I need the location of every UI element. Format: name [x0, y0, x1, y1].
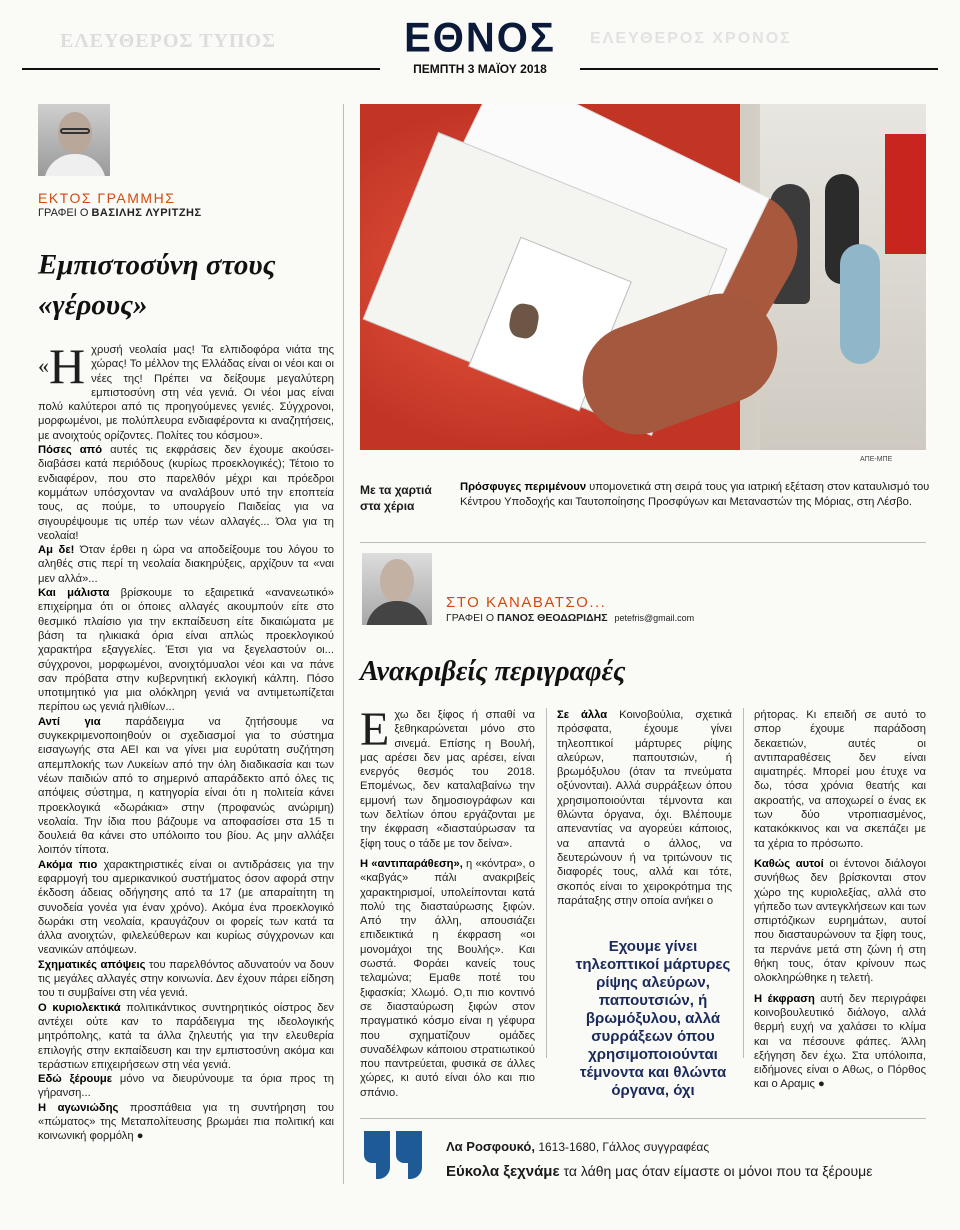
- paragraph: Ο κυριολεκτικά πολιτικάντικος συντηρητικός οίστρος δεν αντέχει ούτε καν το παράδειγμα της ιδεολογικής μητρόπολης, κατά τα άλλα ζηλευτής για την ελευθερία επιλογής στην εκπαίδευση και την εμπιστοσύνη ακόμα και τεράστιων επιχειρήσεων στη νέα γενιά.: [38, 1001, 335, 1071]
- article-headline: Εμπιστοσύνη στους «γέρους»: [38, 249, 276, 321]
- quote-author: Λα Ροσφουκό, 1613-1680, Γάλλος συγγραφέας: [446, 1139, 710, 1154]
- column-rule: [743, 708, 744, 1058]
- photo-credit: ΑΠΕ-ΜΠΕ: [860, 456, 893, 463]
- article-body: [38, 338, 335, 1144]
- article-column-2: Σε άλλα Κοινοβούλια, σχετικά πρόσφατα, έχουμε γίνει τηλεοπτικοί μάρτυρες ρίψης αλεύρων, παπουτσιών, ή βρωμόξυλου (όταν τα πνεύματα οξύνονται). Αλλά συρράξεων όπου χρησιμοποιούνται τέμνοντα και θλώντα όργανα, όχι. Βλέπουμε απεναντίας να αγορεύει κάποιος, να απαντά ο άλλος, να δευτερώνουν ή να τριτώνουν τις διαφορές τους, αλλά και τότε, σκοπός είναι το χειροκρότημα της παράταξης στην οποία ανήκει ο: [557, 709, 733, 907]
- byline-name: ΠΑΝΟΣ ΘΕΟΔΩΡΙΔΗΣ: [497, 612, 608, 624]
- article-column-1: Εχω δει ξίφος ή σπαθί να ξεθηκαρώνεται μόνο στο σινεμά. Επίσης η Βουλή, μας αρέσει δεν μας αρέσει, είναι ενεργός θεσμός του 2018. Επομένως, δεν καταλαβαίνω την εμμονή των δημοσιογράφων και των δελτίων όπου εργάζονται με την έκφραση «διασταύρωσαν τα ξίφη τους ο τάδε με τον δείνα». Η «αντιπαράθεση», η «κόντρα», ο «καβγάς» πάλι ανακριβείς χαρακτηρισμοί, υπολείπονται κατά πολύ της διασταύρωσης ξιφών. Από την άλλη, απουσιάζει επιδεικτικά η έκφραση «οι μονομάχοι της Βουλής». Και σωστά. Φοράει κανείς τους τελαμώνα; Εμαθε ποτέ του ξιφασκία; Χλωμό. Ο,τι πιο κοντινό σε διασταύρωση ξιφών στον πραγματικό κόσμο είναι η γέφυρα που σχηματίζουν ομάδες συναδέλφων κάποιου στρατιωτικού που παντρεύεται, φυσικά σε άλλες χώρες, κι αυτό είναι όλο και πιο σπάνιο.: [360, 703, 535, 1099]
- author-portrait: [362, 553, 432, 625]
- paragraph: Ακόμα πιο χαρακτηριστικές είναι οι αντιδράσεις για την εφαρμογή του αμερικανικού συστήματος όσον αφορά στην έκδοση άδειας οδήγησης από τα 17 (με απαραίτητη τη συνοδεία γονέα για έναν χρόνο). Ακόμα ένα προεκλογικό δωράκι στη νεολαία, κραυγάζουν οι φορείς των κατά τα άλλα ανοιχτών, φιλελεύθερων και κυρίως σύγχρονων και νεανικών απόψεων.: [38, 858, 334, 957]
- article-column-3: ρήτορας. Κι επειδή σε αυτό το σπορ έχουμε παράδοση δεκαετιών, αυτές οι αντιπαραθέσεις δεν είναι αιματηρές. Μπορεί μου έτυχε να δω, τόσα χρόνια θεατής και ακροατής, να αποχωρεί ο ένας εκ των δύο ντροπιασμένος, κατακόκκινος και να σκεπάζει με τα χέρια το πρόσωπο. Καθώς αυτοί οι έντονοι διάλογοι συνήθως δεν βρίσκονται στον χώρο της κυριολεξίας, αλλά στο γήπεδο των αντεγκλήσεων και των σπιρτόζικων ευρημάτων, αυτοί που διασταυρώνουν τα ξίφη τους, τα περνάνε μετά στη ζώνη ή στη θήκη τους, όταν κρίνουν πως ολοκληρώθηκε η τελετή. Η έκφραση αυτή δεν περιγράφει κοινοβουλευτικό διάλογο, αλλά θερμή ευχή να χαλάσει το κλίμα και να πέσουνε φάπες. Άλλη εξήγηση δεν έχω. Στα υπόλοιπα, ειδήμονες είναι ο Αθως, ο Πόρθος και ο Αραμις ●: [754, 709, 927, 1091]
- byline-name: ΒΑΣΙΛΗΣ ΛΥΡΙΤΖΗΣ: [91, 207, 202, 219]
- paragraph: Αμ δε! Όταν έρθει η ώρα να αποδείξουμε του λόγου το αληθές στις περί τη νεολαία διακηρύξεις, αρχίζουν τα «ναι μεν αλλά»...: [38, 544, 335, 585]
- paragraph: Η αγωνιώδης προσπάθεια για τη συντήρηση του «πώματος» της Μεταπολίτευσης βρωμάει πια πολιτική και κοινωνική φορμόλη ●: [38, 1101, 334, 1143]
- paragraph: Και μάλιστα βρίσκουμε το εξαιρετικά «ανανεωτικό» επιχείρημα ότι οι όποιες αλλαγές ακουμπούν είτε στο θεσμικό πλαίσιο για την εκπαίδευση είτε δικαιώματα με βάση τα ηλικιακά όρια είναι απλώς προεκλογικού χαρακτήρα εξαγγελίες. Έτσι για να ξεγελαστούν οι... σύγχρονοι, μορφωμένοι, ανοιχτόμυαλοι νέοι και να πάνε σαν πρόβατα στην κυβερνητική εκλογική κάλπη. Πόσο υποτιμητικό για μια ολόκληρη γενιά να αντιμετωπίζεται περίπου ως γενιά ηλιθίων...: [38, 587, 334, 714]
- author-portrait: [38, 104, 110, 176]
- news-photo: [360, 104, 926, 450]
- lead-paragraph: χρυσή νεολαία μας! Τα ελπιδοφόρα νιάτα της χώρας! Το μέλλον της Ελλάδας είναι οι νέοι και οι νέες της! Πρέπει να δείξουμε μεγαλύτερη εμπιστοσύνη στη νέα γενιά. Οι νέοι μας είναι πολύ καλύτεροι από τις προηγούμενες γενιές. Σύγχρονοι, μορφωμένοι, με πολύπλευρα ενδιαφέροντα κι αναζητήσεις, με ανοιχτούς ορίζοντες. Πολίτες του κόσμου».: [38, 344, 334, 442]
- issue-date: ΠΕΜΠΤΗ 3 ΜΑΪΟΥ 2018: [380, 62, 580, 76]
- article-headline: Ανακριβείς περιγραφές: [360, 656, 626, 687]
- quote-box: [360, 1118, 926, 1192]
- paragraph: Πόσες από αυτές τις εκφράσεις δεν έχουμε ακούσει-διαβάσει κατά περιόδους (κυρίως προεκλογικές); Τέτοιο το ενδιαφέρον, που στο παρελθόν μέχρι και πρόεδροι κομμάτων υπόσχονταν να αναλάβουν υπό την εποπτεία τους, ας πούμε, το υπουργείο Παιδείας για να σιγουρέψουμε τις υπέρ των νέων αλλαγές... Όλα για τη νεολαία!: [38, 444, 334, 542]
- quote-mark-icon: [362, 1127, 426, 1185]
- paragraph: Αντί για παράδειγμα να ζητήσουμε να συγκεκριμενοποιηθούν οι σχεδιασμοί για το σύστημα εισαγωγής στα ΑΕΙ και να γίνει μια ευρύτατη συζήτηση απεμπλοκής των Λυκείων από την όλη διαδικασία και των νέων παιδιών από το σημερινό απαράδεκτο από όλες τις απόψεις σύστημα, η κατηγορία είναι ότι η πολιτεία κάνει προεκλογικά «δωράκια» στην (προφανώς ανώριμη) νεολαία. Την ίδια που βάζουμε να αποφασίσει στα 15 τι δουλειά θα κάνει στο υπόλοιπο του βίου. Ας μην αλλάξει λοιπόν τίποτα.: [38, 715, 334, 857]
- column-kicker: ΕΚΤΟΣ ΓΡΑΜΜΗΣ: [38, 190, 176, 206]
- ghost-title-right: ΕΛΕΥΘΕΡΟΣ ΧΡΟΝΟΣ: [590, 30, 792, 47]
- author-email[interactable]: petefris@gmail.com: [614, 613, 695, 623]
- dropcap: Ε: [360, 703, 390, 756]
- caption-label: Με τα χαρτιά στα χέρια: [360, 483, 432, 513]
- left-article: [38, 104, 334, 1144]
- photo-caption: Πρόσφυγες περιμένουν υπομονετικά στη σειρά τους για ιατρική εξέταση στον καταυλισμό του Κέντρου Υποδοχής και Ταυτοποίησης Προσφύγων και Μεταναστών της Μόριας, στη Λέσβο.: [460, 481, 930, 508]
- column-divider: [343, 104, 344, 1184]
- byline: ΓΡΑΦΕΙ Ο ΠΑΝΟΣ ΘΕΟΔΩΡΙΔΗΣ petefris@gmail.com: [446, 612, 695, 624]
- byline-prefix: ΓΡΑΦΕΙ Ο: [38, 207, 89, 219]
- masthead: [0, 0, 960, 82]
- paragraph: Σχηματικές απόψεις του παρελθόντος αδυνατούν να δουν τις μεγάλες αλλαγές στην κοινωνία. Δεν έχουν πάρει είδηση του τι συμβαίνει στη νέα γενιά.: [38, 958, 334, 1000]
- dropcap: «Η: [38, 338, 86, 394]
- pull-quote: Εχουμε γίνει τηλεοπτικοί μάρτυρες ρίψης αλεύρων, παπουτσιών, ή βρωμόξυλου, αλλά συρράξεων όπου χρησιμοποιούνται τέμνοντα και θλώντα όργανα, όχι: [575, 938, 731, 1099]
- newspaper-logo: ΕΘΝΟΣ: [404, 14, 556, 62]
- section-rule: [360, 542, 926, 543]
- paragraph: Εδώ ξέρουμε μόνο να διευρύνουμε τα όρια προς τη γήρανση...: [38, 1073, 335, 1100]
- column-rule: [546, 708, 547, 1058]
- byline: [38, 207, 334, 219]
- quote-text: Εύκολα ξεχνάμε τα λάθη μας όταν είμαστε οι μόνοι που τα ξέρουμε: [446, 1163, 873, 1180]
- ghost-title-left: ΕΛΕΥΘΕΡΟΣ ΤΥΠΟΣ: [60, 30, 277, 52]
- column-kicker: ΣΤΟ ΚΑΝΑΒΑΤΣΟ...: [446, 594, 607, 611]
